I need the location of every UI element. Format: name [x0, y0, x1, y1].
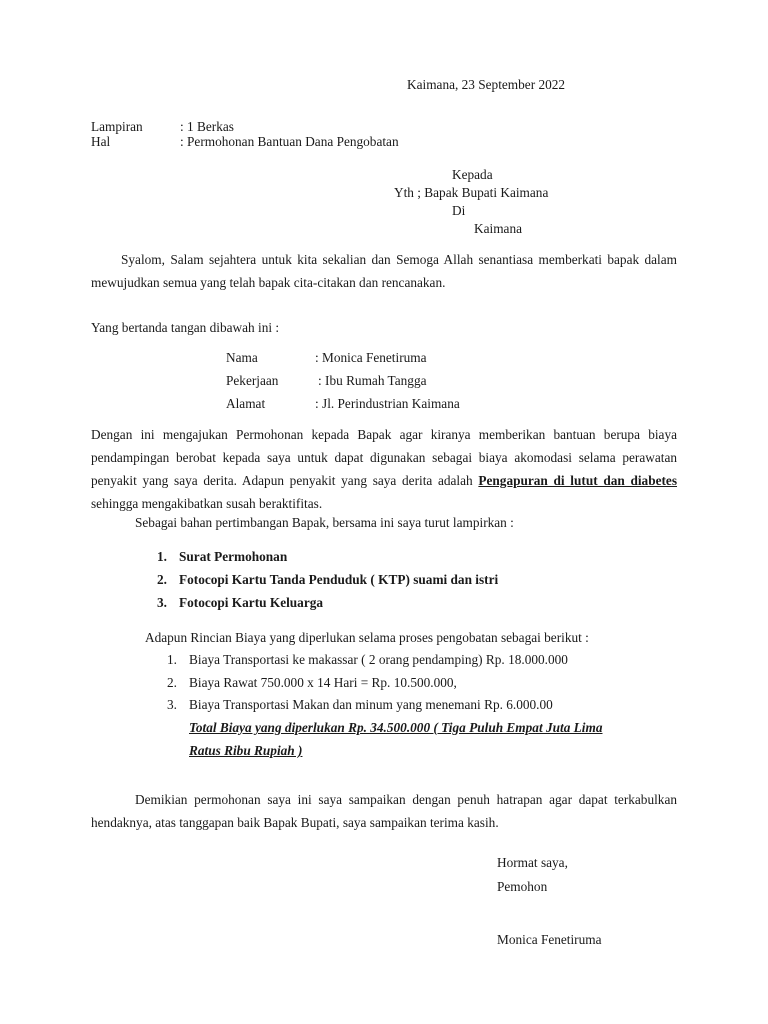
opening-paragraph — [91, 248, 677, 294]
pekerjaan-label: Pekerjaan — [226, 373, 279, 388]
illness-name: Pengapuran di lutut dan diabetes — [478, 473, 678, 488]
total-line-1: Total Biaya yang diperlukan Rp. 34.500.000 ( Tiga Puluh Empat Juta Lima — [189, 720, 603, 735]
closing-paragraph — [91, 788, 677, 834]
signatory-intro: Yang bertanda tangan dibawah ini : — [91, 320, 280, 335]
nama-value: : Monica Fenetiruma — [315, 350, 427, 365]
recipient-yth: Yth ; Bapak Bupati Kaimana — [394, 185, 549, 200]
nama-label: Nama — [226, 350, 258, 365]
signatory-name: Monica Fenetiruma — [497, 932, 602, 947]
closing-text: Demikian permohonan saya ini saya sampaikan dengan penuh hatrapan agar dapat terkabulkan hendaknya, atas tanggapan baik Bapak Bupati, saya sampaikan terima kasih. — [91, 792, 677, 830]
opening-text: Syalom, Salam sejahtera untuk kita sekalian dan Semoga Allah senantiasa memberkati bapak dalam mewujudkan semua yang telah bapak cita-citakan dan rencanakan. — [91, 252, 677, 290]
attachments-intro: Sebagai bahan pertimbangan Bapak, bersama ini saya turut lampirkan : — [135, 515, 514, 530]
cost-item: 2. Biaya Rawat 750.000 x 14 Hari = Rp. 10.500.000, — [167, 675, 457, 690]
cost-item: 3. Biaya Transportasi Makan dan minum yang menemani Rp. 6.000.00 — [167, 697, 553, 712]
recipient-place: Kaimana — [474, 221, 522, 236]
costs-intro: Adapun Rincian Biaya yang diperlukan selama proses pengobatan sebagai berikut : — [145, 630, 589, 645]
lampiran-value: : 1 Berkas — [180, 119, 234, 134]
hal-value: : Permohonan Bantuan Dana Pengobatan — [180, 134, 399, 149]
total-line-2: Ratus Ribu Rupiah ) — [189, 743, 303, 758]
request-text-before: Dengan ini mengajukan Permohonan kepada Bapak agar kiranya memberikan bantuan berupa biaya pendampingan berobat kepada saya untuk dapat digunakan sebagai biaya akomodasi selama perawatan penyakit yang saya derita. Adapun penyakit yang saya derita adalah — [91, 427, 677, 488]
recipient-kepada: Kepada — [452, 167, 493, 182]
request-text-after: sehingga mengakibatkan susah beraktifitas. — [91, 496, 323, 511]
request-paragraph — [91, 423, 677, 515]
alamat-label: Alamat — [226, 396, 266, 411]
attachment-item: 2. Fotocopi Kartu Tanda Penduduk ( KTP) suami dan istri — [157, 572, 499, 587]
pekerjaan-value: : Ibu Rumah Tangga — [318, 373, 427, 388]
closing-salutation: Hormat saya, — [497, 855, 568, 870]
attachment-item: 1. Surat Permohonan — [157, 549, 288, 564]
attachment-item: 3. Fotocopi Kartu Keluarga — [157, 595, 324, 610]
signatory-role: Pemohon — [497, 879, 548, 894]
lampiran-label: Lampiran — [91, 119, 143, 134]
cost-item: 1. Biaya Transportasi ke makassar ( 2 orang pendamping) Rp. 18.000.000 — [167, 652, 568, 667]
hal-label: Hal — [91, 134, 111, 149]
recipient-di: Di — [452, 203, 466, 218]
alamat-value: : Jl. Perindustrian Kaimana — [315, 396, 460, 411]
letter-date: Kaimana, 23 September 2022 — [407, 77, 566, 92]
